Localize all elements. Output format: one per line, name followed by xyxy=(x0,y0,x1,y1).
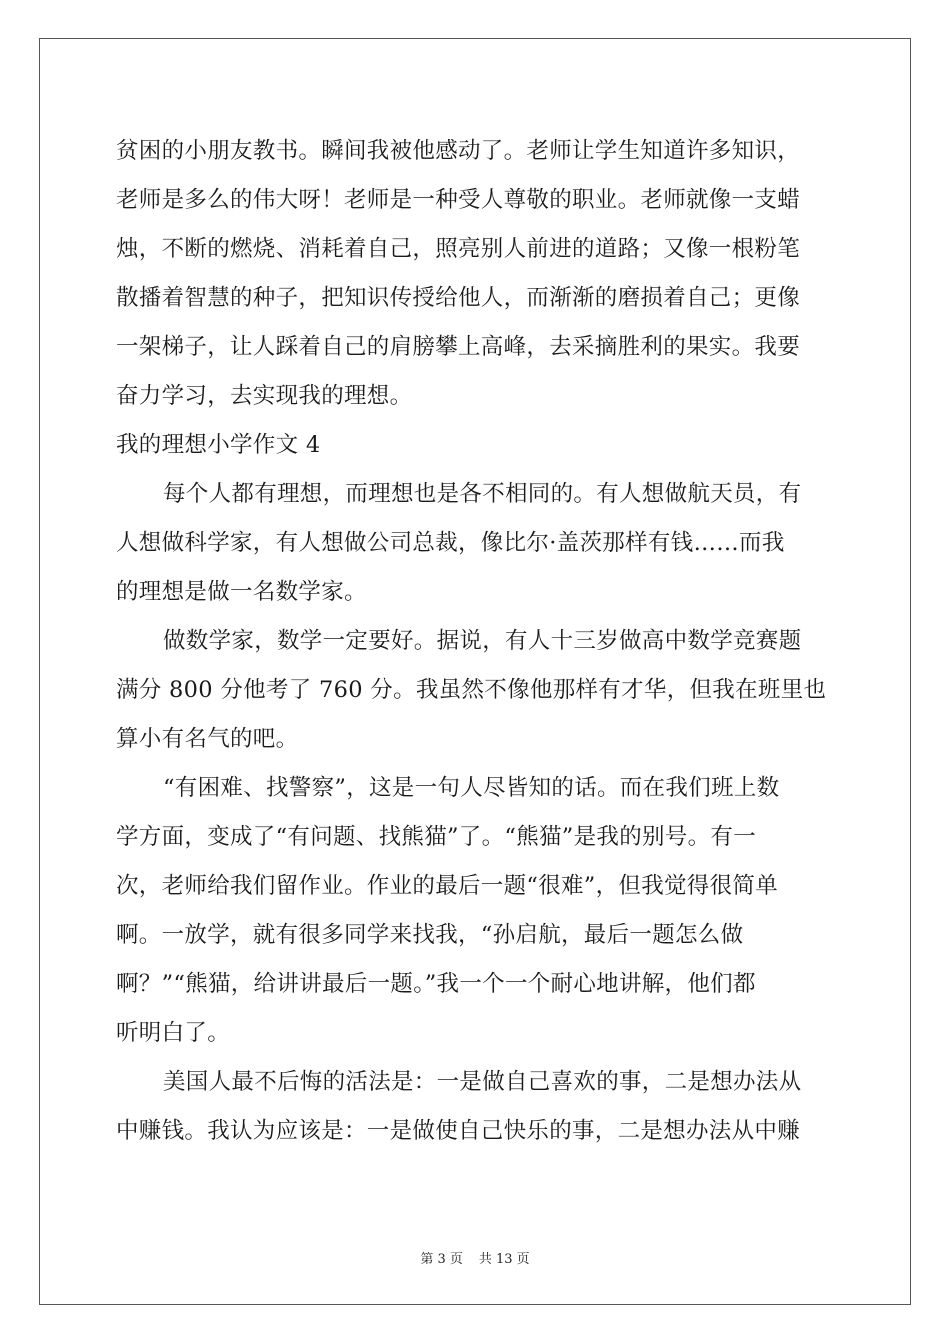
page-footer xyxy=(0,1248,950,1267)
paragraph-first-line: 做数学家，数学一定要好。据说，有人十三岁做高中数学竞赛题 xyxy=(163,628,802,654)
text-line: 算小有名气的吧。 xyxy=(116,726,299,752)
page-number: 第 3 页 xyxy=(420,1252,463,1267)
text-line: 人想做科学家，有人想做公司总裁，像比尔·盖茨那样有钱……而我 xyxy=(116,530,785,556)
text-line: 啊。一放学，就有很多同学来找我，“孙启航，最后一题怎么做 xyxy=(116,922,744,948)
text-line: 老师是多么的伟大呀！老师是一种受人尊敬的职业。老师就像一支蜡 xyxy=(116,187,801,213)
text-line: 啊？”“熊猫，给讲讲最后一题。”我一个一个耐心地讲解，他们都 xyxy=(116,971,756,997)
text-line: 满分 800 分他考了 760 分。我虽然不像他那样有才华，但我在班里也 xyxy=(116,677,827,703)
text-line: 次，老师给我们留作业。作业的最后一题“很难”，但我觉得很简单 xyxy=(116,873,779,899)
text-line: 散播着智慧的种子，把知识传授给他人，而渐渐的磨损着自己；更像 xyxy=(116,285,801,311)
text-line: 一架梯子，让人踩着自己的肩膀攀上高峰，去采摘胜利的果实。我要 xyxy=(116,334,801,360)
text-line: 听明白了。 xyxy=(116,1020,231,1046)
page-total: 共 13 页 xyxy=(478,1252,530,1267)
text-line: 贫困的小朋友教书。瞬间我被他感动了。老师让学生知道许多知识， xyxy=(116,138,801,164)
text-line: 中赚钱。我认为应该是：一是做使自己快乐的事，二是想办法从中赚 xyxy=(116,1118,801,1144)
text-line: 学方面，变成了“有问题、找熊猫”了。“熊猫”是我的别号。有一 xyxy=(116,824,757,850)
document-body xyxy=(116,127,836,1156)
text-line: 烛，不断的燃烧、消耗着自己，照亮别人前进的道路；又像一根粉笔 xyxy=(116,236,801,262)
paragraph-first-line: “有困难、找警察”，这是一句人尽皆知的话。而在我们班上数 xyxy=(163,775,780,801)
paragraph-first-line: 美国人最不后悔的活法是：一是做自己喜欢的事，二是想办法从 xyxy=(163,1069,802,1095)
text-line: 的理想是做一名数学家。 xyxy=(116,579,367,605)
paragraph-first-line: 每个人都有理想，而理想也是各不相同的。有人想做航天员，有 xyxy=(163,481,802,507)
section-heading: 我的理想小学作文 4 xyxy=(116,432,321,458)
text-line: 奋力学习，去实现我的理想。 xyxy=(116,383,413,409)
